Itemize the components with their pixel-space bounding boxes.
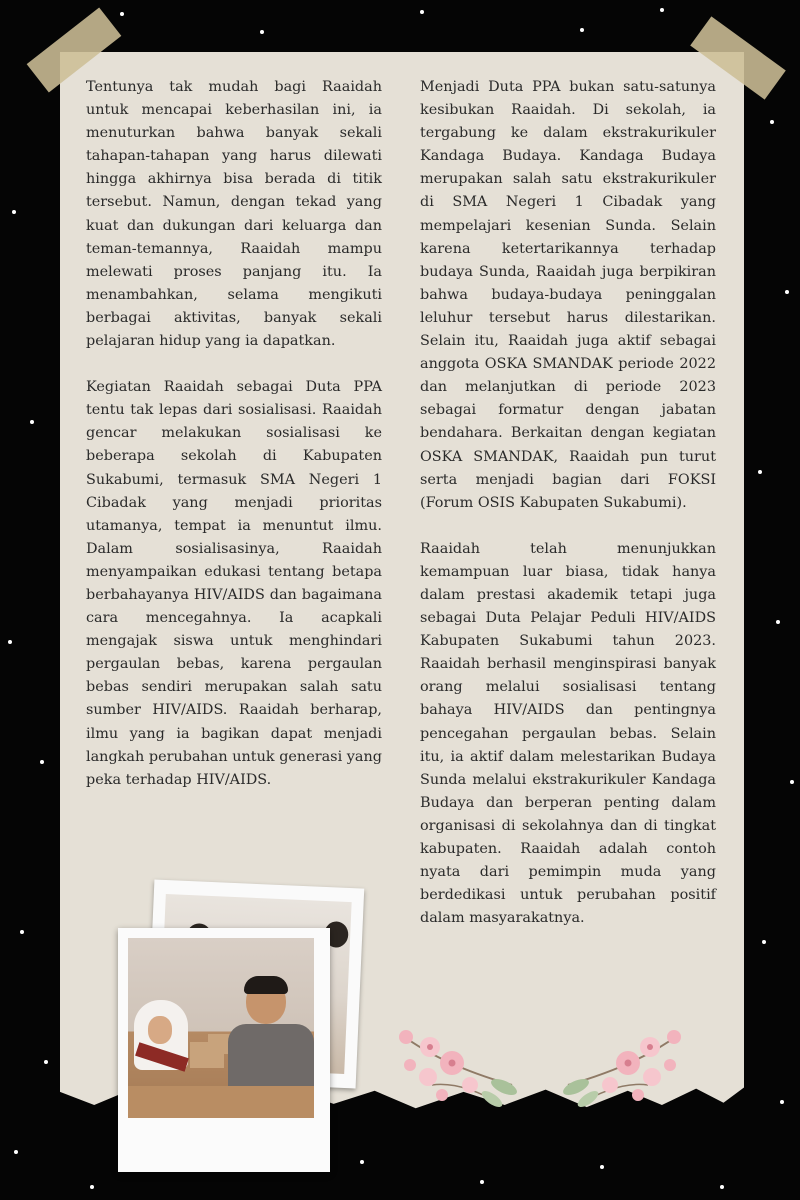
- star: [14, 1150, 18, 1154]
- cherry-blossom-sprig-icon: [558, 1025, 688, 1115]
- star: [770, 120, 774, 124]
- article-paragraph: Kegiatan Raaidah sebagai Duta PPA tentu tak lepas dari sosialisasi. Raaidah gencar melakukan sosialisasi ke beberapa sekolah di Kabupaten Sukabumi, termasuk SMA Negeri 1 Cibadak yang menjadi prioritas utamanya, tempat ia menuntut ilmu. Dalam sosialisasinya, Raaidah menyampaikan edukasi tentang betapa berbahayanya HIV/AIDS dan bagaimana cara mencegahnya. Ia acapkali mengajak siswa untuk menghindari pergaulan bebas, karena pergaulan bebas sendiri merupakan salah satu sumber HIV/AIDS. Raaidah berharap, ilmu yang ia bagikan dapat menjadi langkah perubahan untuk generasi yang peka terhadap HIV/AIDS.: [86, 379, 382, 788]
- star: [12, 210, 16, 214]
- star: [44, 1060, 48, 1064]
- star: [420, 10, 424, 14]
- article-column-right: [420, 76, 716, 953]
- star: [600, 1165, 604, 1169]
- star: [758, 470, 762, 474]
- star: [20, 930, 24, 934]
- table: [128, 1086, 314, 1118]
- star: [720, 1185, 724, 1189]
- star: [360, 1160, 364, 1164]
- star: [660, 8, 664, 12]
- cherry-blossom-sprig-icon: [392, 1025, 522, 1115]
- star: [30, 420, 34, 424]
- star: [580, 28, 584, 32]
- article-paragraph: Raaidah telah menunjukkan kemampuan luar biasa, tidak hanya dalam prestasi akademik tetapi juga sebagai Duta Pelajar Peduli HIV/AIDS Kabupaten Sukabumi tahun 2023. Raaidah berhasil menginspirasi banyak orang melalui sosialisasi tentang bahaya HIV/AIDS dan pentingnya pencegahan pergaulan bebas. Selain itu, ia aktif dalam melestarikan Budaya Sunda melalui ekstrakurikuler Kandaga Budaya dan berperan penting dalam organisasi di sekolahnya dan di tingkat kabupaten. Raaidah adalah contoh nyata dari pemimpin muda yang berdedikasi untuk perubahan positif dalam masyarakatnya.: [420, 540, 716, 927]
- star: [762, 940, 766, 944]
- star: [90, 1185, 94, 1189]
- student-face: [148, 1016, 172, 1044]
- star: [120, 12, 124, 16]
- star: [8, 640, 12, 644]
- article-paragraph: Tentunya tak mudah bagi Raaidah untuk mencapai keberhasilan ini, ia menuturkan bahwa banyak sekali tahapan-tahapan yang harus dilewati hingga akhirnya bisa berada di titik tersebut. Namun, dengan tekad yang kuat dan dukungan dari keluarga dan teman-temannya, Raaidah mampu melewati proses panjang itu. Ia menambahkan, selama mengikuti berbagai aktivitas, banyak sekali pelajaran hidup yang ia dapatkan.: [86, 79, 382, 350]
- star: [785, 290, 789, 294]
- article-paragraph: Menjadi Duta PPA bukan satu-satunya kesibukan Raaidah. Di sekolah, ia tergabung ke dalam ekstrakurikuler Kandaga Budaya. Kandaga Budaya merupakan salah satu ekstrakurikuler di SMA Negeri 1 Cibadak yang mempelajari kesenian Sunda. Selain karena ketertarikannya terhadap budaya Sunda, Raaidah juga berpikiran bahwa budaya-budaya peninggalan leluhur tersebut harus dilestarikan. Selain itu, Raaidah juga aktif sebagai anggota OSKA SMANDAK periode 2022 dan melanjutkan di periode 2023 sebagai formatur dengan jabatan bendahara. Berkaitan dengan kegiatan OSKA SMANDAK, Raaidah pun turut serta menjadi bagian dari FOKSI (Forum OSIS Kabupaten Sukabumi).: [420, 79, 716, 511]
- star: [480, 1180, 484, 1184]
- meeting-photo-image: [128, 938, 314, 1118]
- star: [780, 1100, 784, 1104]
- student-hair: [244, 976, 288, 994]
- star: [40, 760, 44, 764]
- article-column-left: [86, 76, 382, 815]
- star: [790, 780, 794, 784]
- star: [260, 30, 264, 34]
- student-shirt: [228, 1024, 314, 1090]
- polaroid-photo-front: [118, 928, 330, 1172]
- star: [776, 620, 780, 624]
